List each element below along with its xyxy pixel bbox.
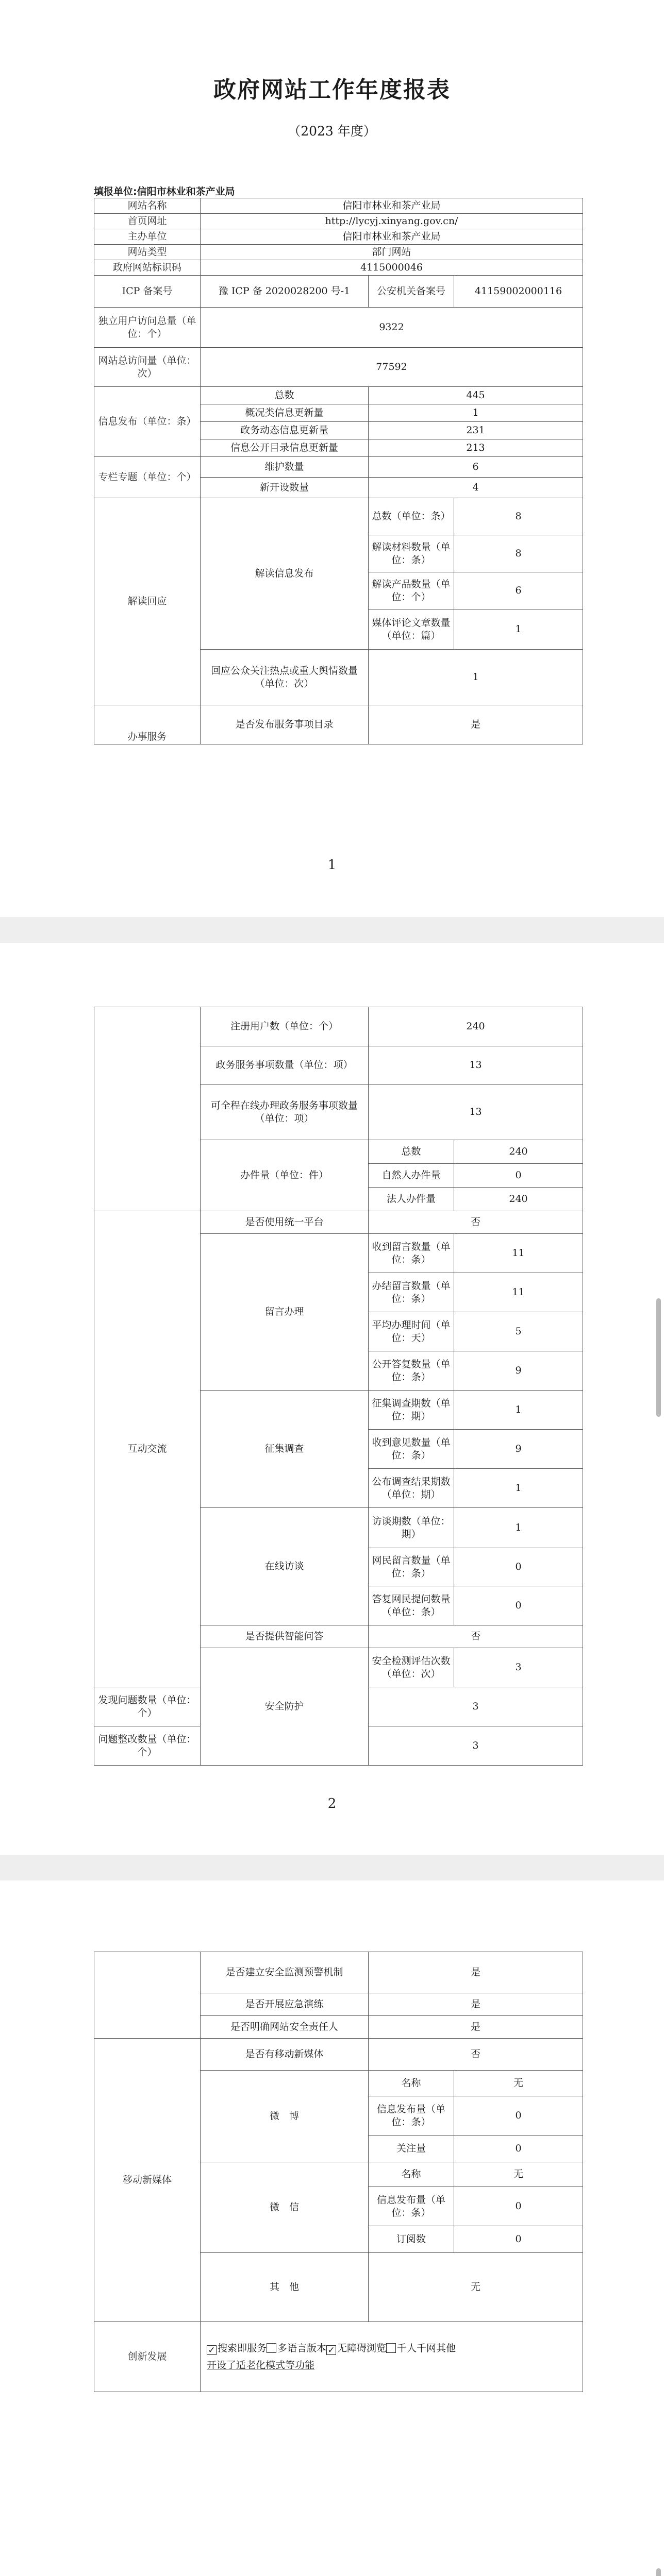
msg-time-label: 平均办理时间（单位：天） <box>369 1312 454 1351</box>
col-num-label: 征集调查期数（单位：期） <box>369 1391 454 1430</box>
sec-test-label: 安全检测评估次数（单位：次） <box>369 1648 454 1687</box>
new-media-label: 移动新媒体 <box>94 2039 201 2322</box>
int-num-value: 1 <box>454 1508 583 1548</box>
page-views-label: 网站总访问量（单位：次） <box>94 348 201 387</box>
smart-qa-value: 否 <box>369 1625 583 1648</box>
security-label: 安全防护 <box>201 1648 369 1766</box>
warn-label: 是否建立安全监测预警机制 <box>201 1952 369 1993</box>
report-table-3 <box>94 1952 583 2392</box>
home-url-value: http://lycyj.xinyang.gov.cn/ <box>201 214 583 229</box>
smart-qa-label: 是否提供智能问答 <box>201 1625 369 1648</box>
pub-overview-label: 概况类信息更新量 <box>201 404 369 422</box>
checkbox-checked-icon: ✓ <box>326 2345 336 2355</box>
page-views-value: 77592 <box>201 348 583 387</box>
pub-total-value: 445 <box>369 387 583 404</box>
icp-label: ICP 备案号 <box>94 276 201 308</box>
wb-pub-label: 信息发布量（单位：条） <box>369 2096 454 2136</box>
resp-person-value: 是 <box>369 2016 583 2039</box>
interp-total-label: 总数（单位：条） <box>369 498 454 535</box>
hot-response-label: 回应公众关注热点或重大舆情数量（单位：次） <box>201 650 369 705</box>
interaction-label: 互动交流 <box>94 1211 201 1687</box>
svc-dir-value: 是 <box>369 705 583 744</box>
other-media-label: 其 他 <box>201 2253 369 2322</box>
unique-visitors-label: 独立用户访问总量（单位：个） <box>94 308 201 348</box>
online-items-label: 可全程在线办理政务服务事项数量（单位：项） <box>201 1084 369 1140</box>
vol-total-label: 总数 <box>369 1140 454 1164</box>
pub-open-value: 213 <box>369 439 583 457</box>
wechat-label: 微 信 <box>201 2162 369 2253</box>
checkbox-empty-icon <box>267 2343 276 2353</box>
drill-label: 是否开展应急演练 <box>201 1993 369 2016</box>
page-number-2: 2 <box>327 1796 337 1811</box>
reg-users-label: 注册用户数（单位：个） <box>201 1007 369 1046</box>
interp-mat-label: 解读材料数量（单位：条） <box>369 535 454 572</box>
site-name-value: 信阳市林业和茶产业局 <box>201 198 583 214</box>
nm-has-label: 是否有移动新媒体 <box>201 2039 369 2071</box>
msg-recv-label: 收到留言数量（单位：条） <box>369 1234 454 1273</box>
other-media-value: 无 <box>369 2253 583 2322</box>
interp-label: 解读信息发布 <box>201 498 369 650</box>
svc-dir-label: 是否发布服务事项目录 <box>201 705 369 744</box>
service-continued-cell <box>94 1007 201 1211</box>
wx-sub-value: 0 <box>454 2226 583 2253</box>
site-type-value: 部门网站 <box>201 245 583 260</box>
sec-fix-value: 3 <box>369 1726 583 1766</box>
interp-prod-label: 解读产品数量（单位：个） <box>369 572 454 609</box>
page-2 <box>0 943 664 1855</box>
col-maint-label: 维护数量 <box>201 457 369 478</box>
col-opinion-value: 9 <box>454 1430 583 1469</box>
platform-label: 是否使用统一平台 <box>201 1211 369 1234</box>
innov-opt-accessible: ✓ 无障碍浏览 <box>326 2343 386 2354</box>
svc-items-label: 政务服务事项数量（单位：项） <box>201 1046 369 1084</box>
wb-follow-value: 0 <box>454 2136 583 2162</box>
innov-other-label: 其他 <box>436 2343 456 2354</box>
svc-items-value: 13 <box>369 1046 583 1084</box>
int-ans-label: 答复网民提问数量（单位：条） <box>369 1586 454 1625</box>
vol-corp-value: 240 <box>454 1188 583 1211</box>
col-num-value: 1 <box>454 1391 583 1430</box>
home-url-label: 首页网址 <box>94 214 201 229</box>
filler-unit: 填报单位:信阳市林业和茶产业局 <box>94 186 235 197</box>
col-result-label: 公布调查结果期数（单位：期） <box>369 1469 454 1508</box>
resp-person-label: 是否明确网站安全责任人 <box>201 2016 369 2039</box>
security-continued-cell <box>94 1952 201 2039</box>
innov-other-text: 开设了适老化模式等功能 <box>207 2359 315 2371</box>
int-num-label: 访谈期数（单位：期） <box>369 1508 454 1548</box>
msg-pub-value: 9 <box>454 1351 583 1391</box>
icp-value: 豫 ICP 备 2020028200 号-1 <box>201 276 369 308</box>
msg-pub-label: 公开答复数量（单位：条） <box>369 1351 454 1391</box>
interp-prod-value: 6 <box>454 572 583 609</box>
site-name-label: 网站名称 <box>94 198 201 214</box>
volume-label: 办件量（单位：件） <box>201 1140 369 1211</box>
vol-person-label: 自然人办件量 <box>369 1164 454 1188</box>
pub-overview-value: 1 <box>369 404 583 422</box>
wb-follow-label: 关注量 <box>369 2136 454 2162</box>
sec-test-value: 3 <box>454 1648 583 1687</box>
site-code-label: 政府网站标识码 <box>94 260 201 276</box>
innov-opt-search: ✓ 搜索即服务 <box>207 2343 267 2354</box>
host-unit-label: 主办单位 <box>94 229 201 245</box>
pub-open-label: 信息公开目录信息更新量 <box>201 439 369 457</box>
page-3 <box>0 1880 664 2576</box>
weibo-label: 微 博 <box>201 2071 369 2162</box>
wb-name-value: 无 <box>454 2071 583 2096</box>
innov-opt-multilang: 多语言版本 <box>267 2343 326 2354</box>
col-new-value: 4 <box>369 478 583 498</box>
interview-label: 在线访谈 <box>201 1508 369 1625</box>
police-record-label: 公安机关备案号 <box>369 276 454 308</box>
info-publish-label: 信息发布（单位：条） <box>94 387 201 457</box>
service-label: 办事服务 <box>94 705 201 744</box>
scrollbar-thumb[interactable] <box>656 1298 661 1417</box>
wx-name-label: 名称 <box>369 2162 454 2187</box>
wx-pub-value: 0 <box>454 2187 583 2226</box>
hot-response-value: 1 <box>369 650 583 705</box>
online-items-value: 13 <box>369 1084 583 1140</box>
innov-opt-personal: 千人千网 <box>386 2343 436 2354</box>
col-opinion-label: 收到意见数量（单位：条） <box>369 1430 454 1469</box>
page-1 <box>0 0 664 917</box>
scrollbar-thumb[interactable] <box>656 2568 661 2576</box>
pub-news-value: 231 <box>369 422 583 439</box>
innovation-label: 创新发展 <box>94 2322 201 2392</box>
page-title: 政府网站工作年度报表 <box>213 77 451 103</box>
reg-users-value: 240 <box>369 1007 583 1046</box>
wx-pub-label: 信息发布量（单位：条） <box>369 2187 454 2226</box>
interp-total-value: 8 <box>454 498 583 535</box>
innovation-options <box>201 2322 583 2392</box>
col-maint-value: 6 <box>369 457 583 478</box>
columns-label: 专栏专题（单位：个） <box>94 457 201 498</box>
checkbox-checked-icon: ✓ <box>207 2345 217 2355</box>
platform-value: 否 <box>369 1211 583 1234</box>
report-table-1 <box>94 198 583 744</box>
msg-done-label: 办结留言数量（单位：条） <box>369 1273 454 1312</box>
site-type-label: 网站类型 <box>94 245 201 260</box>
police-record-value: 41159002000116 <box>454 276 583 308</box>
msg-time-value: 5 <box>454 1312 583 1351</box>
msg-recv-value: 11 <box>454 1234 583 1273</box>
int-ans-value: 0 <box>454 1586 583 1625</box>
vol-total-value: 240 <box>454 1140 583 1164</box>
interp-media-value: 1 <box>454 609 583 650</box>
int-msg-label: 网民留言数量（单位：条） <box>369 1548 454 1586</box>
wb-name-label: 名称 <box>369 2071 454 2096</box>
vol-person-value: 0 <box>454 1164 583 1188</box>
int-msg-value: 0 <box>454 1548 583 1586</box>
collection-label: 征集调查 <box>201 1391 369 1508</box>
wx-sub-label: 订阅数 <box>369 2226 454 2253</box>
wx-name-value: 无 <box>454 2162 583 2187</box>
wb-pub-value: 0 <box>454 2096 583 2136</box>
interp-media-label: 媒体评论文章数量（单位：篇） <box>369 609 454 650</box>
sec-fix-label: 问题整改数量（单位：个） <box>94 1726 201 1766</box>
page-number-1: 1 <box>327 857 337 873</box>
report-table-2 <box>94 1007 583 1766</box>
msg-done-value: 11 <box>454 1273 583 1312</box>
drill-value: 是 <box>369 1993 583 2016</box>
response-label: 解读回应 <box>94 498 201 705</box>
warn-value: 是 <box>369 1952 583 1993</box>
sec-found-value: 3 <box>369 1687 583 1726</box>
report-year: （2023 年度） <box>288 124 376 139</box>
vol-corp-label: 法人办件量 <box>369 1188 454 1211</box>
col-result-value: 1 <box>454 1469 583 1508</box>
site-code-value: 4115000046 <box>201 260 583 276</box>
checkbox-empty-icon <box>386 2343 396 2353</box>
interp-mat-value: 8 <box>454 535 583 572</box>
nm-has-value: 否 <box>369 2039 583 2071</box>
page-gap <box>0 1855 664 1880</box>
host-unit-value: 信阳市林业和茶产业局 <box>201 229 583 245</box>
unique-visitors-value: 9322 <box>201 308 583 348</box>
page-gap <box>0 917 664 943</box>
col-new-label: 新开设数量 <box>201 478 369 498</box>
pub-news-label: 政务动态信息更新量 <box>201 422 369 439</box>
sec-found-label: 发现问题数量（单位：个） <box>94 1687 201 1726</box>
msg-handling-label: 留言办理 <box>201 1234 369 1391</box>
pub-total-label: 总数 <box>201 387 369 404</box>
